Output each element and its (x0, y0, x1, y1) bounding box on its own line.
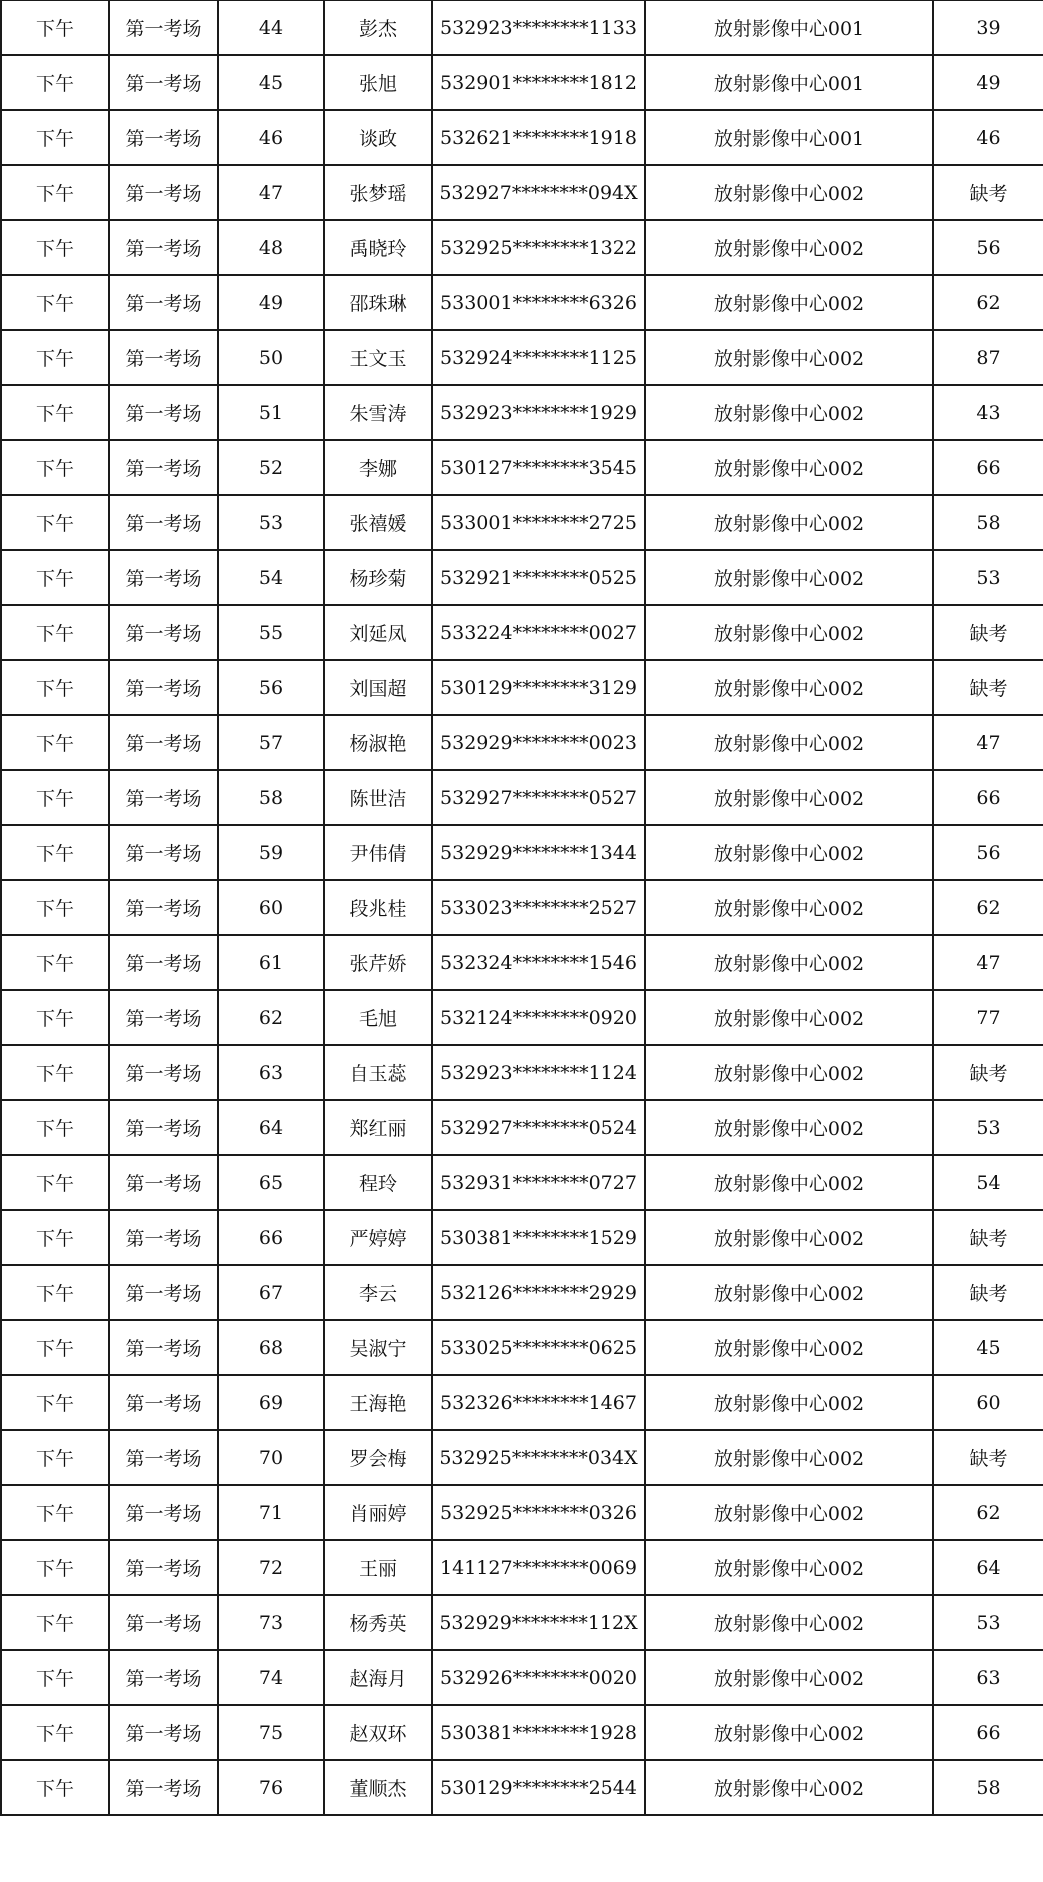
position-cell: 放射影像中心001 (645, 110, 933, 165)
table-row (1, 880, 1043, 935)
session-cell: 下午 (1, 1320, 109, 1375)
table-row (1, 770, 1043, 825)
candidate-name-cell: 严婷婷 (324, 1210, 432, 1265)
session-cell: 下午 (1, 1, 109, 56)
table-body (1, 1, 1043, 1816)
exam-room-cell: 第一考场 (109, 550, 218, 605)
id-number-cell: 530381********1928 (432, 1705, 645, 1760)
seat-number-cell: 50 (218, 330, 324, 385)
id-number-cell: 532925********0326 (432, 1485, 645, 1540)
session-cell: 下午 (1, 1155, 109, 1210)
exam-room-cell: 第一考场 (109, 1430, 218, 1485)
exam-room-cell: 第一考场 (109, 1, 218, 56)
score-cell: 60 (933, 1375, 1043, 1430)
score-cell: 58 (933, 495, 1043, 550)
exam-room-cell: 第一考场 (109, 935, 218, 990)
exam-room-cell: 第一考场 (109, 385, 218, 440)
session-cell: 下午 (1, 1375, 109, 1430)
score-cell: 56 (933, 220, 1043, 275)
exam-room-cell: 第一考场 (109, 990, 218, 1045)
position-cell: 放射影像中心002 (645, 1485, 933, 1540)
position-cell: 放射影像中心002 (645, 660, 933, 715)
table-row (1, 1760, 1043, 1815)
score-cell: 53 (933, 1595, 1043, 1650)
seat-number-cell: 72 (218, 1540, 324, 1595)
session-cell: 下午 (1, 55, 109, 110)
seat-number-cell: 69 (218, 1375, 324, 1430)
candidate-name-cell: 李云 (324, 1265, 432, 1320)
position-cell: 放射影像中心002 (645, 880, 933, 935)
score-cell: 77 (933, 990, 1043, 1045)
candidate-name-cell: 尹伟倩 (324, 825, 432, 880)
candidate-name-cell: 谈政 (324, 110, 432, 165)
id-number-cell: 532923********1133 (432, 1, 645, 56)
candidate-name-cell: 刘延凤 (324, 605, 432, 660)
position-cell: 放射影像中心002 (645, 1100, 933, 1155)
session-cell: 下午 (1, 1540, 109, 1595)
candidate-name-cell: 王丽 (324, 1540, 432, 1595)
seat-number-cell: 52 (218, 440, 324, 495)
id-number-cell: 532929********1344 (432, 825, 645, 880)
id-number-cell: 532929********112X (432, 1595, 645, 1650)
exam-room-cell: 第一考场 (109, 1320, 218, 1375)
table-row (1, 1, 1043, 56)
score-cell: 53 (933, 1100, 1043, 1155)
candidate-name-cell: 王海艳 (324, 1375, 432, 1430)
table-row (1, 110, 1043, 165)
table-row (1, 385, 1043, 440)
id-number-cell: 530127********3545 (432, 440, 645, 495)
score-cell: 56 (933, 825, 1043, 880)
candidate-name-cell: 赵海月 (324, 1650, 432, 1705)
seat-number-cell: 65 (218, 1155, 324, 1210)
exam-room-cell: 第一考场 (109, 825, 218, 880)
table-row (1, 1155, 1043, 1210)
position-cell: 放射影像中心002 (645, 1760, 933, 1815)
session-cell: 下午 (1, 1100, 109, 1155)
exam-room-cell: 第一考场 (109, 1045, 218, 1100)
candidate-name-cell: 自玉蕊 (324, 1045, 432, 1100)
exam-room-cell: 第一考场 (109, 110, 218, 165)
table-row (1, 330, 1043, 385)
exam-room-cell: 第一考场 (109, 1265, 218, 1320)
exam-room-cell: 第一考场 (109, 1540, 218, 1595)
session-cell: 下午 (1, 165, 109, 220)
position-cell: 放射影像中心001 (645, 55, 933, 110)
exam-room-cell: 第一考场 (109, 275, 218, 330)
id-number-cell: 532621********1918 (432, 110, 645, 165)
seat-number-cell: 67 (218, 1265, 324, 1320)
seat-number-cell: 47 (218, 165, 324, 220)
score-cell: 39 (933, 1, 1043, 56)
position-cell: 放射影像中心002 (645, 1375, 933, 1430)
session-cell: 下午 (1, 1650, 109, 1705)
score-cell: 62 (933, 275, 1043, 330)
position-cell: 放射影像中心002 (645, 165, 933, 220)
table-row (1, 1650, 1043, 1705)
seat-number-cell: 75 (218, 1705, 324, 1760)
id-number-cell: 530129********3129 (432, 660, 645, 715)
id-number-cell: 530381********1529 (432, 1210, 645, 1265)
session-cell: 下午 (1, 1485, 109, 1540)
session-cell: 下午 (1, 825, 109, 880)
seat-number-cell: 60 (218, 880, 324, 935)
table-row (1, 55, 1043, 110)
candidate-name-cell: 杨秀英 (324, 1595, 432, 1650)
seat-number-cell: 55 (218, 605, 324, 660)
position-cell: 放射影像中心002 (645, 1155, 933, 1210)
candidate-name-cell: 禹晓玲 (324, 220, 432, 275)
position-cell: 放射影像中心002 (645, 770, 933, 825)
table-row (1, 825, 1043, 880)
table-row (1, 1045, 1043, 1100)
position-cell: 放射影像中心001 (645, 1, 933, 56)
exam-room-cell: 第一考场 (109, 1760, 218, 1815)
id-number-cell: 532926********0020 (432, 1650, 645, 1705)
score-cell: 62 (933, 1485, 1043, 1540)
id-number-cell: 532929********0023 (432, 715, 645, 770)
position-cell: 放射影像中心002 (645, 1265, 933, 1320)
table-row (1, 1265, 1043, 1320)
position-cell: 放射影像中心002 (645, 495, 933, 550)
score-cell: 缺考 (933, 165, 1043, 220)
candidate-name-cell: 刘国超 (324, 660, 432, 715)
position-cell: 放射影像中心002 (645, 1705, 933, 1760)
id-number-cell: 532326********1467 (432, 1375, 645, 1430)
id-number-cell: 532921********0525 (432, 550, 645, 605)
session-cell: 下午 (1, 880, 109, 935)
candidate-name-cell: 张梦瑶 (324, 165, 432, 220)
score-cell: 缺考 (933, 1210, 1043, 1265)
candidate-name-cell: 李娜 (324, 440, 432, 495)
seat-number-cell: 46 (218, 110, 324, 165)
id-number-cell: 532901********1812 (432, 55, 645, 110)
score-cell: 缺考 (933, 1430, 1043, 1485)
candidate-name-cell: 罗会梅 (324, 1430, 432, 1485)
score-cell: 53 (933, 550, 1043, 605)
candidate-name-cell: 毛旭 (324, 990, 432, 1045)
position-cell: 放射影像中心002 (645, 825, 933, 880)
table-row (1, 1485, 1043, 1540)
candidate-name-cell: 陈世洁 (324, 770, 432, 825)
exam-room-cell: 第一考场 (109, 770, 218, 825)
table-row (1, 660, 1043, 715)
exam-room-cell: 第一考场 (109, 1100, 218, 1155)
seat-number-cell: 44 (218, 1, 324, 56)
candidate-name-cell: 董顺杰 (324, 1760, 432, 1815)
position-cell: 放射影像中心002 (645, 440, 933, 495)
exam-room-cell: 第一考场 (109, 1705, 218, 1760)
table-row (1, 165, 1043, 220)
score-cell: 62 (933, 880, 1043, 935)
table-row (1, 1540, 1043, 1595)
session-cell: 下午 (1, 660, 109, 715)
seat-number-cell: 62 (218, 990, 324, 1045)
session-cell: 下午 (1, 495, 109, 550)
score-cell: 64 (933, 1540, 1043, 1595)
score-cell: 49 (933, 55, 1043, 110)
candidate-name-cell: 程玲 (324, 1155, 432, 1210)
id-number-cell: 530129********2544 (432, 1760, 645, 1815)
session-cell: 下午 (1, 990, 109, 1045)
position-cell: 放射影像中心002 (645, 1595, 933, 1650)
seat-number-cell: 68 (218, 1320, 324, 1375)
position-cell: 放射影像中心002 (645, 715, 933, 770)
score-cell: 46 (933, 110, 1043, 165)
seat-number-cell: 76 (218, 1760, 324, 1815)
seat-number-cell: 53 (218, 495, 324, 550)
exam-room-cell: 第一考场 (109, 660, 218, 715)
candidate-name-cell: 杨珍菊 (324, 550, 432, 605)
score-cell: 58 (933, 1760, 1043, 1815)
candidate-name-cell: 杨淑艳 (324, 715, 432, 770)
id-number-cell: 532126********2929 (432, 1265, 645, 1320)
table-row (1, 1705, 1043, 1760)
seat-number-cell: 66 (218, 1210, 324, 1265)
exam-room-cell: 第一考场 (109, 605, 218, 660)
seat-number-cell: 51 (218, 385, 324, 440)
exam-room-cell: 第一考场 (109, 1650, 218, 1705)
session-cell: 下午 (1, 715, 109, 770)
id-number-cell: 533023********2527 (432, 880, 645, 935)
score-cell: 54 (933, 1155, 1043, 1210)
seat-number-cell: 57 (218, 715, 324, 770)
score-cell: 45 (933, 1320, 1043, 1375)
id-number-cell: 532927********094X (432, 165, 645, 220)
exam-room-cell: 第一考场 (109, 330, 218, 385)
id-number-cell: 532925********1322 (432, 220, 645, 275)
position-cell: 放射影像中心002 (645, 935, 933, 990)
id-number-cell: 532124********0920 (432, 990, 645, 1045)
score-cell: 缺考 (933, 605, 1043, 660)
score-cell: 66 (933, 1705, 1043, 1760)
id-number-cell: 532925********034X (432, 1430, 645, 1485)
session-cell: 下午 (1, 550, 109, 605)
score-cell: 43 (933, 385, 1043, 440)
table-row (1, 1430, 1043, 1485)
seat-number-cell: 63 (218, 1045, 324, 1100)
table-row (1, 550, 1043, 605)
candidate-name-cell: 郑红丽 (324, 1100, 432, 1155)
candidate-name-cell: 赵双环 (324, 1705, 432, 1760)
exam-room-cell: 第一考场 (109, 1485, 218, 1540)
table-row (1, 1595, 1043, 1650)
session-cell: 下午 (1, 1705, 109, 1760)
exam-room-cell: 第一考场 (109, 1595, 218, 1650)
candidate-name-cell: 张旭 (324, 55, 432, 110)
candidate-name-cell: 张禧媛 (324, 495, 432, 550)
score-cell: 63 (933, 1650, 1043, 1705)
candidate-name-cell: 邵珠琳 (324, 275, 432, 330)
candidate-name-cell: 张芹娇 (324, 935, 432, 990)
position-cell: 放射影像中心002 (645, 220, 933, 275)
id-number-cell: 141127********0069 (432, 1540, 645, 1595)
score-cell: 87 (933, 330, 1043, 385)
candidate-name-cell: 吴淑宁 (324, 1320, 432, 1375)
session-cell: 下午 (1, 1430, 109, 1485)
session-cell: 下午 (1, 440, 109, 495)
score-cell: 缺考 (933, 660, 1043, 715)
position-cell: 放射影像中心002 (645, 550, 933, 605)
session-cell: 下午 (1, 385, 109, 440)
candidate-name-cell: 王文玉 (324, 330, 432, 385)
exam-room-cell: 第一考场 (109, 55, 218, 110)
session-cell: 下午 (1, 220, 109, 275)
score-cell: 47 (933, 935, 1043, 990)
table-row (1, 440, 1043, 495)
seat-number-cell: 73 (218, 1595, 324, 1650)
score-cell: 47 (933, 715, 1043, 770)
seat-number-cell: 70 (218, 1430, 324, 1485)
position-cell: 放射影像中心002 (645, 1210, 933, 1265)
id-number-cell: 532923********1929 (432, 385, 645, 440)
score-cell: 缺考 (933, 1265, 1043, 1320)
id-number-cell: 532927********0527 (432, 770, 645, 825)
session-cell: 下午 (1, 110, 109, 165)
exam-room-cell: 第一考场 (109, 1375, 218, 1430)
candidate-name-cell: 段兆桂 (324, 880, 432, 935)
seat-number-cell: 54 (218, 550, 324, 605)
table-row (1, 605, 1043, 660)
seat-number-cell: 49 (218, 275, 324, 330)
score-cell: 66 (933, 770, 1043, 825)
exam-room-cell: 第一考场 (109, 165, 218, 220)
table-row (1, 1320, 1043, 1375)
id-number-cell: 532931********0727 (432, 1155, 645, 1210)
session-cell: 下午 (1, 330, 109, 385)
table-row (1, 495, 1043, 550)
position-cell: 放射影像中心002 (645, 990, 933, 1045)
seat-number-cell: 64 (218, 1100, 324, 1155)
table-row (1, 220, 1043, 275)
table-row (1, 715, 1043, 770)
exam-room-cell: 第一考场 (109, 440, 218, 495)
exam-room-cell: 第一考场 (109, 880, 218, 935)
session-cell: 下午 (1, 935, 109, 990)
id-number-cell: 532924********1125 (432, 330, 645, 385)
position-cell: 放射影像中心002 (645, 1540, 933, 1595)
table-row (1, 1210, 1043, 1265)
id-number-cell: 533001********2725 (432, 495, 645, 550)
score-cell: 缺考 (933, 1045, 1043, 1100)
id-number-cell: 533224********0027 (432, 605, 645, 660)
seat-number-cell: 56 (218, 660, 324, 715)
id-number-cell: 532927********0524 (432, 1100, 645, 1155)
position-cell: 放射影像中心002 (645, 1320, 933, 1375)
session-cell: 下午 (1, 770, 109, 825)
exam-room-cell: 第一考场 (109, 1210, 218, 1265)
exam-room-cell: 第一考场 (109, 715, 218, 770)
session-cell: 下午 (1, 1210, 109, 1265)
seat-number-cell: 71 (218, 1485, 324, 1540)
session-cell: 下午 (1, 1595, 109, 1650)
exam-room-cell: 第一考场 (109, 495, 218, 550)
table-row (1, 1375, 1043, 1430)
session-cell: 下午 (1, 1760, 109, 1815)
exam-room-cell: 第一考场 (109, 220, 218, 275)
position-cell: 放射影像中心002 (645, 1430, 933, 1485)
position-cell: 放射影像中心002 (645, 605, 933, 660)
position-cell: 放射影像中心002 (645, 1045, 933, 1100)
candidate-name-cell: 彭杰 (324, 1, 432, 56)
seat-number-cell: 58 (218, 770, 324, 825)
id-number-cell: 532324********1546 (432, 935, 645, 990)
session-cell: 下午 (1, 1045, 109, 1100)
position-cell: 放射影像中心002 (645, 330, 933, 385)
seat-number-cell: 74 (218, 1650, 324, 1705)
position-cell: 放射影像中心002 (645, 1650, 933, 1705)
session-cell: 下午 (1, 605, 109, 660)
seat-number-cell: 59 (218, 825, 324, 880)
table-row (1, 1100, 1043, 1155)
candidate-name-cell: 肖丽婷 (324, 1485, 432, 1540)
seat-number-cell: 48 (218, 220, 324, 275)
position-cell: 放射影像中心002 (645, 275, 933, 330)
table-row (1, 275, 1043, 330)
candidate-name-cell: 朱雪涛 (324, 385, 432, 440)
seat-number-cell: 45 (218, 55, 324, 110)
session-cell: 下午 (1, 275, 109, 330)
table-row (1, 990, 1043, 1045)
table-row (1, 935, 1043, 990)
session-cell: 下午 (1, 1265, 109, 1320)
position-cell: 放射影像中心002 (645, 385, 933, 440)
id-number-cell: 532923********1124 (432, 1045, 645, 1100)
score-cell: 66 (933, 440, 1043, 495)
id-number-cell: 533001********6326 (432, 275, 645, 330)
id-number-cell: 533025********0625 (432, 1320, 645, 1375)
seat-number-cell: 61 (218, 935, 324, 990)
exam-room-cell: 第一考场 (109, 1155, 218, 1210)
